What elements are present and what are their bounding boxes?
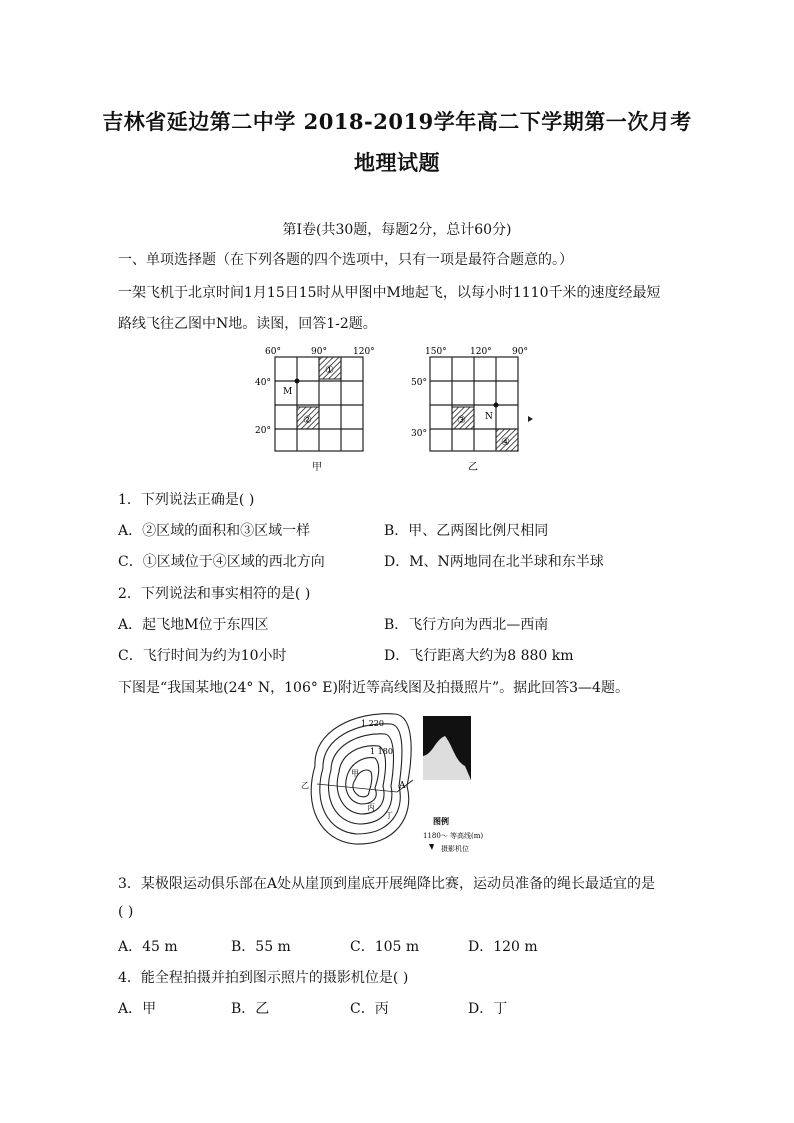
intro1-line1: 一架飞机于北京时间1月15日15时从甲图中M地起飞，以每小时1110千米的速度经最短 bbox=[118, 285, 661, 301]
point-m-label: M bbox=[283, 387, 293, 397]
station-yi-label: 乙 bbox=[301, 781, 309, 790]
question-type-title: 一、单项选择题（在下列各题的四个选项中，只有一项是最符合题意的。） bbox=[118, 252, 573, 268]
jia-top-label-3: 120° bbox=[353, 347, 375, 357]
part-title: 第Ⅰ卷(共30题，每题2分，总计60分) bbox=[282, 222, 512, 238]
question-4-option-d: D．丁 bbox=[468, 1001, 508, 1017]
question-2-option-a: A．起飞地M位于东四区 bbox=[118, 617, 269, 633]
contour-label-1180: 1 180 bbox=[370, 747, 393, 756]
question-1-stem: 1．下列说法正确是( ) bbox=[118, 492, 255, 508]
region-4-label: ④ bbox=[501, 437, 510, 448]
question-3-stem-line2: ( ) bbox=[118, 904, 134, 920]
question-1-option-d: D．M、N两地同在北半球和东半球 bbox=[384, 554, 604, 570]
station-bing-label: 丙 bbox=[367, 803, 375, 812]
question-4-option-b: B．乙 bbox=[231, 1001, 270, 1017]
yi-top-label-1: 150° bbox=[425, 347, 447, 357]
region-1-label: ① bbox=[325, 365, 334, 376]
exam-title: 吉林省延边第二中学 2018-2019学年高二下学期第一次月考 bbox=[102, 109, 692, 134]
yi-left-label-1: 50° bbox=[411, 378, 427, 388]
intro1-line2: 路线飞往乙图中N地。读图，回答1-2题。 bbox=[118, 316, 377, 332]
figure-grid-maps bbox=[245, 343, 545, 478]
question-3-option-c: C．105 m bbox=[350, 939, 420, 955]
point-n-label: N bbox=[485, 412, 493, 422]
yi-left-label-2: 30° bbox=[411, 429, 427, 439]
question-4-stem: 4．能全程拍摄并拍到图示照片的摄影机位是( ) bbox=[118, 970, 409, 986]
question-2-option-c: C．飞行时间为约为10小时 bbox=[118, 648, 287, 664]
camera-icon bbox=[429, 844, 434, 850]
station-ding-label: 丁 bbox=[385, 811, 393, 820]
legend-contour-text: 1180～ 等高线(m) bbox=[423, 832, 484, 840]
jia-top-label-2: 90° bbox=[311, 347, 327, 357]
legend-title: 图例 bbox=[433, 816, 449, 826]
map-yi bbox=[411, 347, 533, 473]
region-3-label: ③ bbox=[457, 415, 466, 426]
question-3-option-b: B．55 m bbox=[231, 939, 291, 955]
jia-left-label-2: 20° bbox=[255, 426, 271, 436]
yi-top-label-2: 120° bbox=[470, 347, 492, 357]
station-jia-label: 甲 bbox=[351, 769, 359, 778]
question-3-stem-line1: 3．某极限运动俱乐部在A处从崖顶到崖底开展绳降比赛，运动员准备的绳长最适宜的是 bbox=[118, 876, 656, 892]
map-jia-caption: 甲 bbox=[312, 462, 322, 473]
intro2-text: 下图是“我国某地(24° N，106° E)附近等高线图及拍摄照片”。据此回答3—4题。 bbox=[118, 680, 629, 696]
map-jia bbox=[255, 347, 375, 473]
contour-lines bbox=[311, 714, 411, 844]
arrow-icon bbox=[528, 416, 533, 422]
question-1-option-a: A．②区域的面积和③区域一样 bbox=[118, 523, 311, 539]
map-jia-grid bbox=[275, 357, 363, 451]
yi-top-label-3: 90° bbox=[512, 347, 528, 357]
question-4-option-a: A．甲 bbox=[118, 1001, 157, 1017]
jia-left-label-1: 40° bbox=[255, 378, 271, 388]
point-a-label: A bbox=[399, 781, 406, 791]
region-2-label: ② bbox=[303, 415, 312, 426]
question-3-option-a: A．45 m bbox=[118, 939, 178, 955]
jia-top-label-1: 60° bbox=[265, 347, 281, 357]
question-3-option-d: D．120 m bbox=[468, 939, 538, 955]
legend-camera-text: 摄影机位 bbox=[441, 845, 469, 853]
point-m-marker bbox=[295, 379, 300, 384]
question-1-option-b: B．甲、乙两图比例尺相同 bbox=[384, 523, 549, 539]
question-2-stem: 2．下列说法和事实相符的是( ) bbox=[118, 586, 311, 602]
contour-label-1220: 1 220 bbox=[361, 719, 384, 728]
question-4-option-c: C．丙 bbox=[350, 1001, 389, 1017]
question-1-option-c: C．①区域位于④区域的西北方向 bbox=[118, 554, 325, 570]
point-n-marker bbox=[494, 403, 499, 408]
question-2-option-d: D．飞行距离大约为8 880 km bbox=[384, 648, 574, 664]
question-2-option-b: B．飞行方向为西北—西南 bbox=[384, 617, 549, 633]
figure-contour-map bbox=[295, 706, 505, 856]
map-yi-caption: 乙 bbox=[468, 462, 478, 473]
exam-subject: 地理试题 bbox=[354, 150, 440, 175]
